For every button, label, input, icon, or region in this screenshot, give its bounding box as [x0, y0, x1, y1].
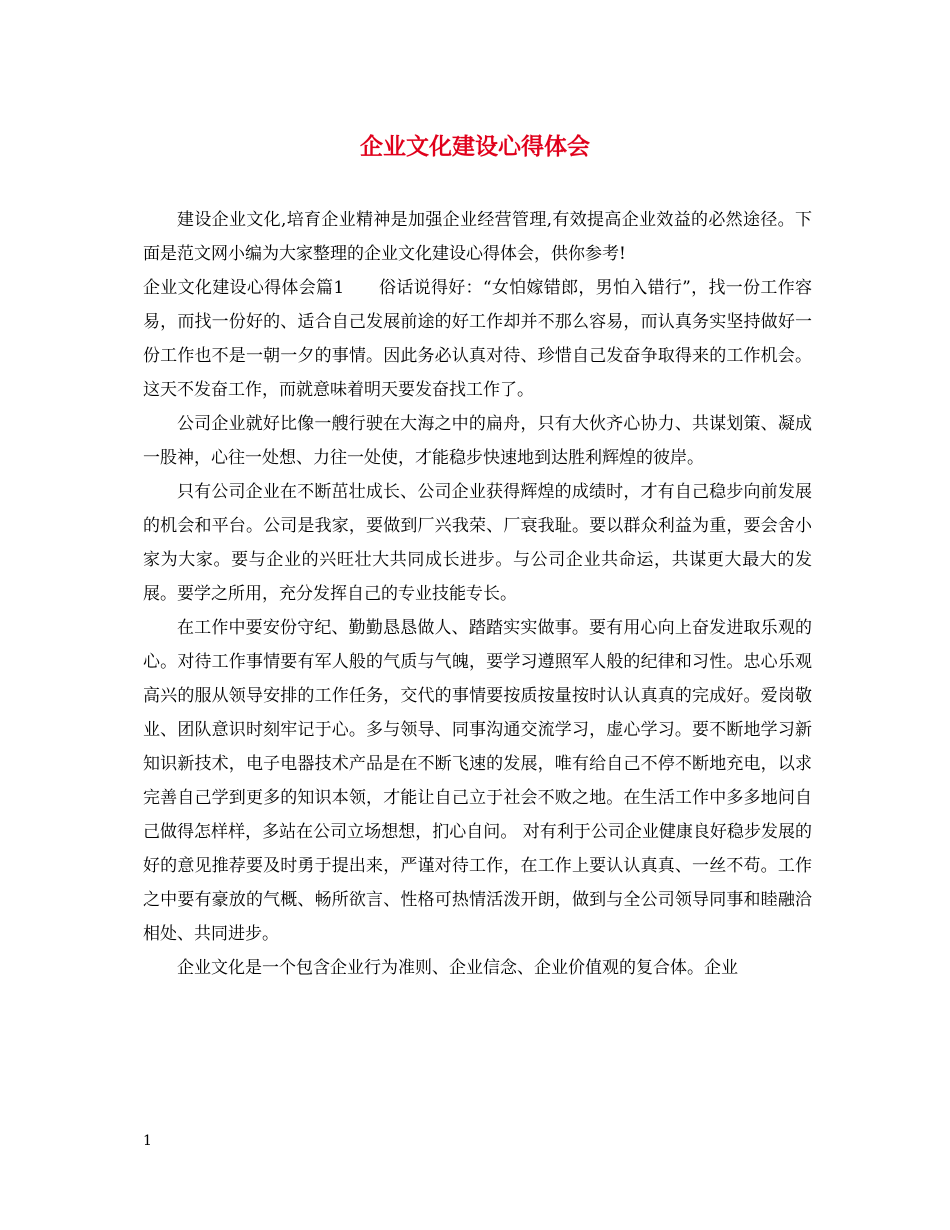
section-paragraph: 企业文化建设心得体会篇1 俗话说得好：“女怕嫁错郎，男怕入错行”，找一份工作容易，而找一份好的、适合自己发展前途的好工作却并不那么容易，而认真务实坚持做好一份工作也不是一朝一夕的事情。因此务必认真对待、珍惜自己发奋争取得来的工作机会。这天不发奋工作，而就意味着明天要发奋找工作了。: [143, 278, 812, 400]
document-title: 企业文化建设心得体会: [360, 133, 590, 160]
document-body: [143, 203, 812, 985]
body-paragraph: 公司企业就好比像一艘行驶在大海之中的扁舟，只有大伙齐心协力、共谋划策、凝成一股神，心往一处想、力往一处使，才能稳步快速地到达胜利辉煌的彼岸。: [143, 414, 812, 468]
page-number: 1: [143, 1133, 152, 1149]
intro-paragraph: 建设企业文化,培育企业精神是加强企业经营管理,有效提高企业效益的必然途径。下面是范文网小编为大家整理的企业文化建设心得体会，供你参考!: [143, 210, 812, 264]
body-paragraph: 在工作中要安份守纪、勤勤恳恳做人、踏踏实实做事。要有用心向上奋发进取乐观的心。对待工作事情要有军人般的气质与气魄，要学习遵照军人般的纪律和习性。忠心乐观高兴的服从领导安排的工作任务，交代的事情要按质按量按时认认真真的完成好。爱岗敬业、团队意识时刻牢记于心。多与领导、同事沟通交流学习，虚心学习。要不断地学习新知识新技术，电子电器技术产品是在不断飞速的发展，唯有给自己不停不断地充电，以求完善自己学到更多的知识本领，才能让自己立于社会不败之地。在生活工作中多多地问自己做得怎样样，多站在公司立场想想，扪心自问。 对有利于公司企业健康良好稳步发展的好的意见推荐要及时勇于提出来，严谨对待工作，在工作上要认认真真、一丝不苟。工作之中要有豪放的气概、畅所欲言、性格可热情活泼开朗，做到与全公司领导同事和睦融洽相处、共同进步。: [143, 618, 812, 944]
body-paragraph: 企业文化是一个包含企业行为准则、企业信念、企业价值观的复合体。企业: [177, 958, 738, 978]
body-paragraph: 只有公司企业在不断茁壮成长、公司企业获得辉煌的成绩时，才有自己稳步向前发展的机会和平台。公司是我家，要做到厂兴我荣、厂衰我耻。要以群众利益为重，要会舍小家为大家。要与企业的兴旺壮大共同成长进步。与公司企业共命运，共谋更大最大的发展。要学之所用，充分发挥自己的专业技能专长。: [143, 482, 812, 604]
